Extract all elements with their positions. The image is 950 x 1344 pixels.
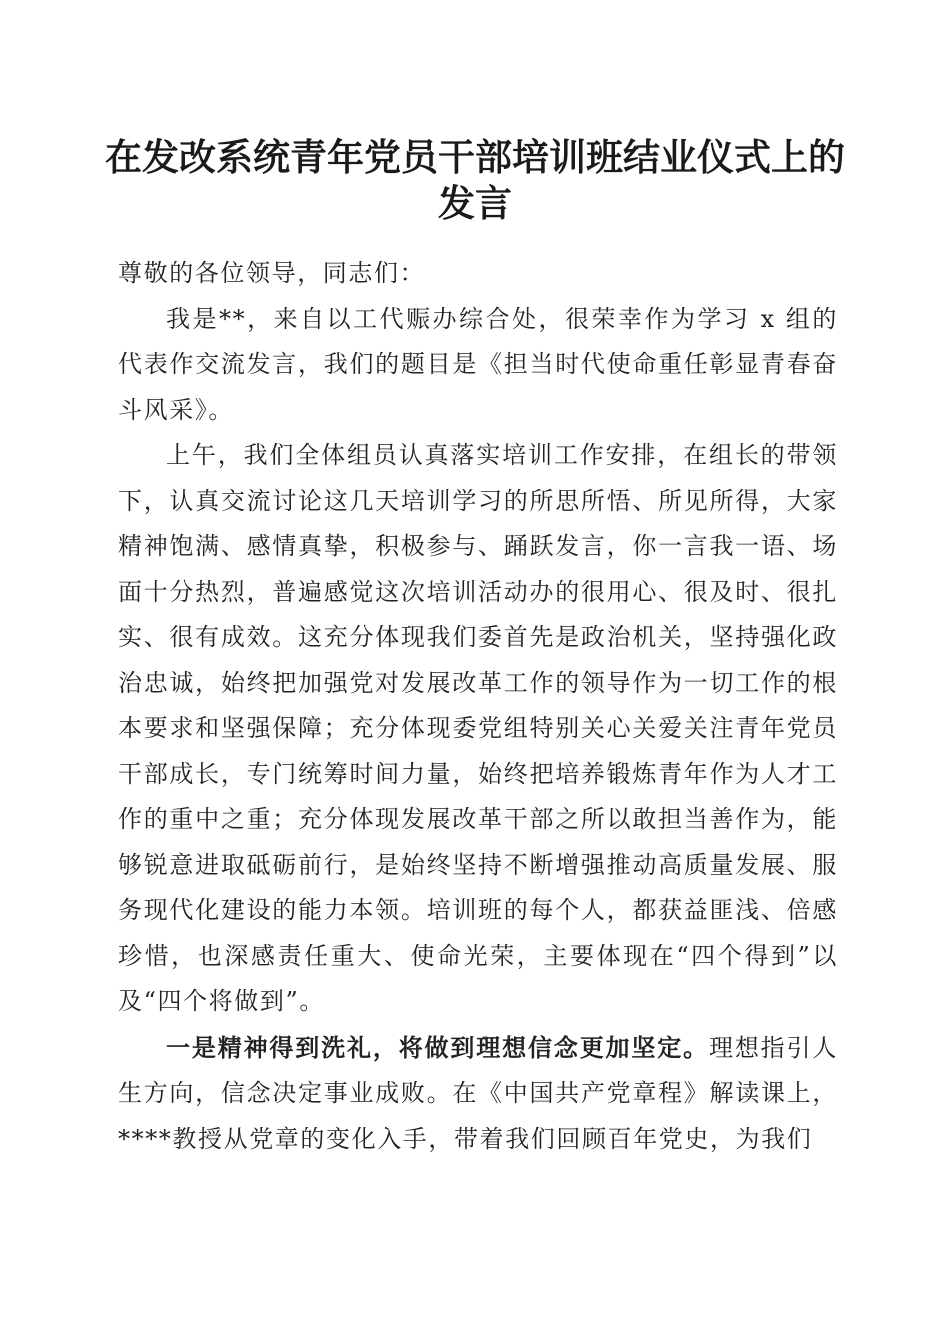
paragraph-lead-heading: 一是精神得到洗礼，将做到理想信念更加坚定。 xyxy=(166,1032,709,1062)
paragraph-point-one xyxy=(118,1025,838,1163)
paragraph-summary xyxy=(118,433,838,1025)
paragraph-text: 我是**，来自以工代赈办综合处，很荣幸作为学习 x 组的代表作交流发言，我们的题目是《担当时代使命重任彰显青春奋斗风采》。 xyxy=(118,304,838,424)
paragraph-introduction xyxy=(118,297,838,434)
salutation: 尊敬的各位领导，同志们： xyxy=(118,259,426,287)
paragraph-text: 理想指引人生方向，信念决定事业成败。在《中国共产党章程》解读课上，****教授从党章的变化入手，带着我们回顾百年党史，为我们 xyxy=(118,1033,838,1153)
paragraph-text: 上午，我们全体组员认真落实培训工作安排，在组长的带领下，认真交流讨论这几天培训学习的所思所悟、所见所得，大家精神饱满、感情真挚，积极参与、踊跃发言，你一言我一语、场面十分热烈，普遍感觉这次培训活动办的很用心、很及时、很扎实、很有成效。这充分体现我们委首先是政治机关，坚持强化政治忠诚，始终把加强党对发展改革工作的领导作为一切工作的根本要求和坚强保障；充分体现委党组特别关心关爱关注青年党员干部成长，专门统筹时间力量，始终把培养锻炼青年作为人才工作的重中之重；充分体现发展改革干部之所以敢担当善作为，能够锐意进取砥砺前行，是始终坚持不断增强推动高质量发展、服务现代化建设的能力本领。培训班的每个人，都获益匪浅、倍感珍惜，也深感责任重大、使命光荣，主要体现在“四个得到”以及“四个将做到”。 xyxy=(118,441,838,1015)
document-body xyxy=(118,251,838,1162)
document-title: 在发改系统青年党员干部培训班结业仪式上的发言 xyxy=(105,135,845,225)
